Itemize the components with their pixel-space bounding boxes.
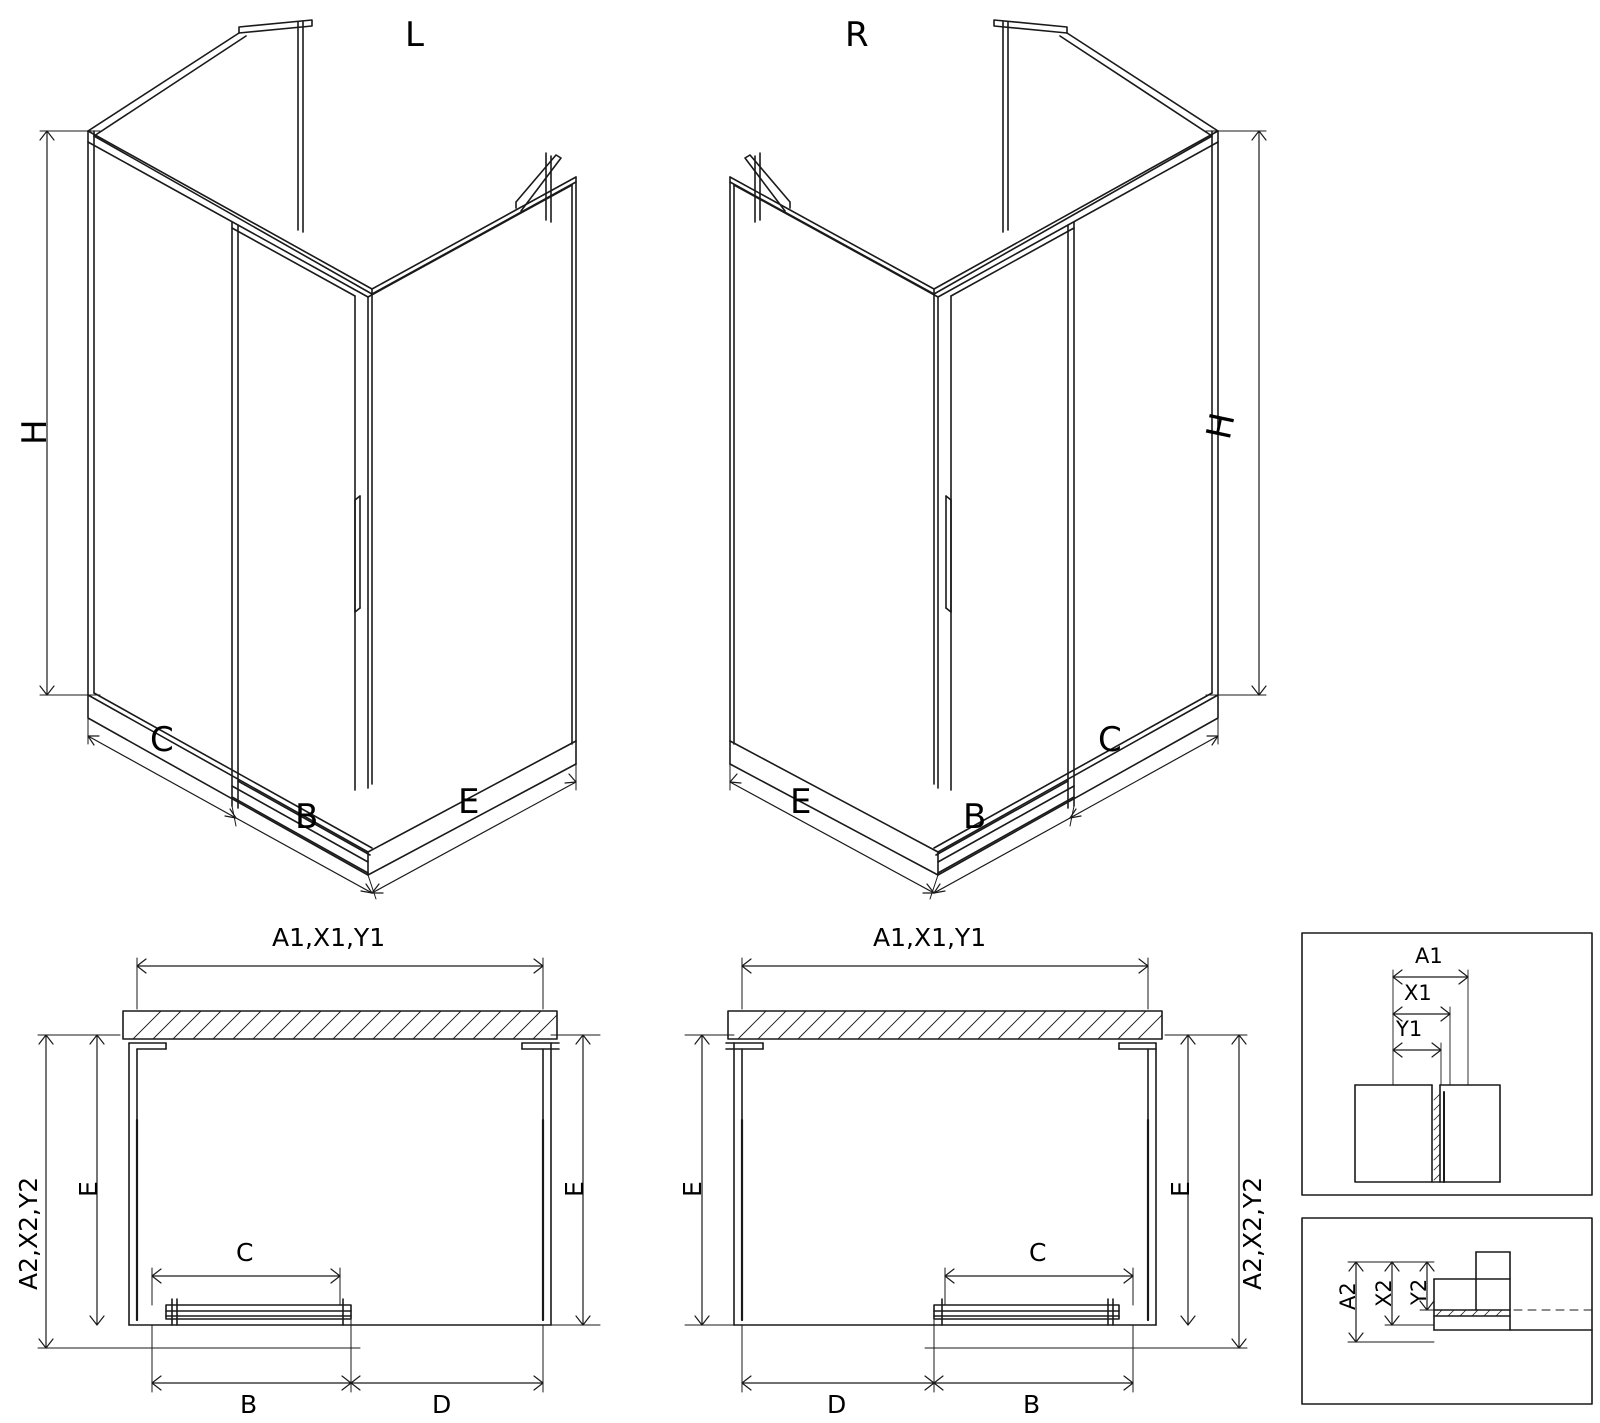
plan-right-dim-c: C [1029,1238,1047,1267]
plan-left-dim-inner-right: E [560,1181,589,1197]
detail-top-dim-x1: X1 [1404,981,1432,1005]
plan-view-left [38,958,600,1392]
detail-top-dim-y1: Y1 [1396,1017,1423,1041]
plan-right-dim-inner-right: E [1166,1181,1195,1197]
iso-left-dim-b: B [295,797,319,837]
iso-right-dim-h: H [1199,409,1244,443]
iso-view-left [40,15,576,899]
iso-left-dim-c: C [150,720,174,760]
plan-right-dim-b: B [1023,1390,1041,1419]
detail-bottom-dim-y2: Y2 [1407,1278,1431,1305]
plan-left-dim-top: A1,X1,Y1 [272,923,386,952]
plan-left-dim-inner-left: E [74,1181,103,1197]
detail-bottom-dim-x2: X2 [1372,1279,1396,1307]
plan-left-dim-d: D [432,1390,452,1419]
iso-left-view-label: L [405,15,424,55]
iso-right-view-label: R [845,15,869,55]
plan-right-dim-top: A1,X1,Y1 [873,923,987,952]
plan-view-right [685,958,1247,1392]
plan-right-dim-d: D [827,1390,847,1419]
iso-view-right [730,15,1266,899]
iso-right-dim-c: C [1098,720,1122,760]
detail-bottom-dim-a2: A2 [1336,1282,1360,1310]
plan-right-dim-outer: A2,X2,Y2 [1238,1176,1267,1290]
iso-right-dim-b: B [963,797,987,837]
iso-left-dim-h: H [15,419,55,445]
iso-right-dim-e: E [790,782,812,822]
plan-left-dim-c: C [236,1238,254,1267]
plan-left-dim-b: B [240,1390,258,1419]
detail-view-top [1302,933,1592,1195]
plan-left-dim-outer: A2,X2,Y2 [14,1176,43,1290]
plan-right-dim-inner-left: E [678,1181,707,1197]
detail-top-dim-a1: A1 [1415,944,1443,968]
iso-left-dim-e: E [458,782,480,822]
detail-view-bottom [1302,1218,1592,1404]
